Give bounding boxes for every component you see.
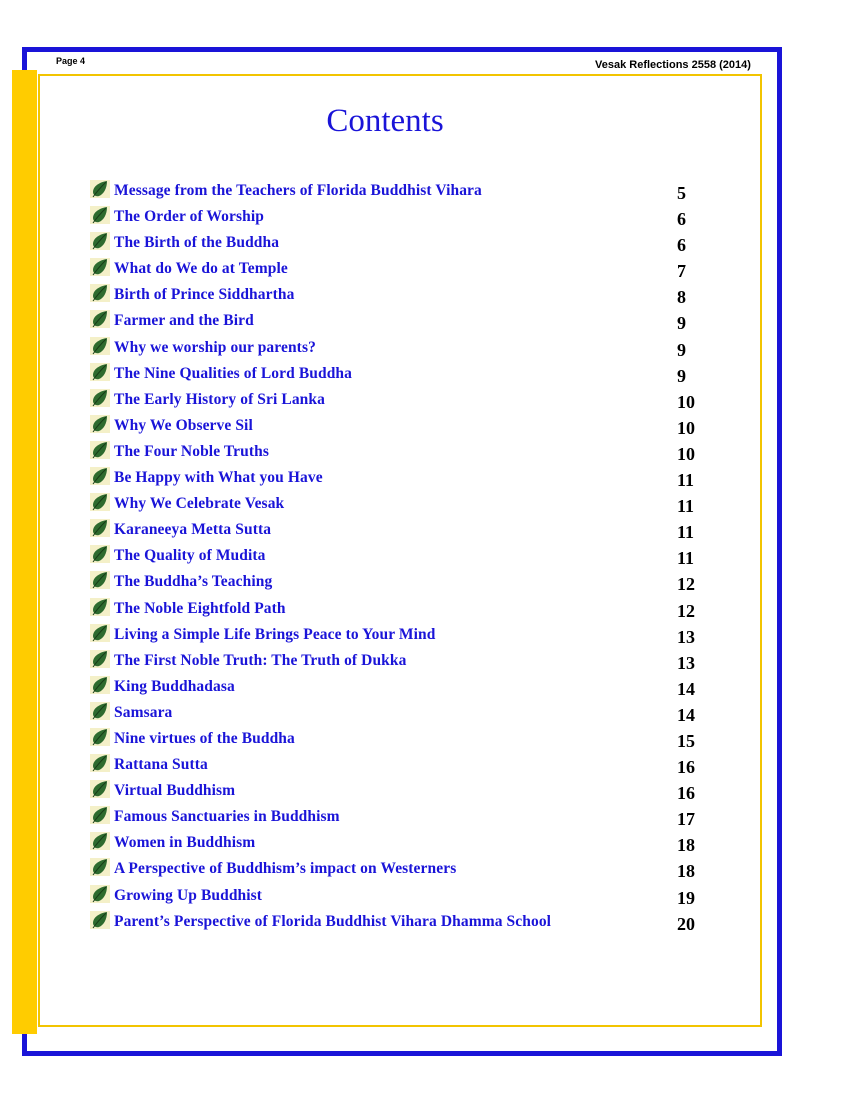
- toc-entry-title[interactable]: The Quality of Mudita: [114, 547, 266, 565]
- bodhi-leaf-icon: [90, 467, 110, 485]
- toc-row[interactable]: [88, 856, 708, 882]
- toc-row[interactable]: [88, 883, 708, 909]
- toc-entry-page: 6: [677, 209, 686, 230]
- bodhi-leaf-icon: [90, 545, 110, 563]
- page-title: Contents: [326, 103, 444, 139]
- toc-row[interactable]: [88, 596, 708, 622]
- bodhi-leaf-icon: [90, 232, 110, 250]
- publication-title: Vesak Reflections 2558 (2014): [595, 59, 751, 71]
- toc-entry-page: 10: [677, 391, 695, 412]
- toc-row[interactable]: [88, 648, 708, 674]
- bodhi-leaf-icon: [90, 754, 110, 772]
- toc-entry-title[interactable]: Living a Simple Life Brings Peace to Your Mind: [114, 625, 436, 643]
- bodhi-leaf-icon: [90, 363, 110, 381]
- toc-entry-title[interactable]: The Nine Qualities of Lord Buddha: [114, 364, 353, 382]
- toc-entry-page: 16: [677, 783, 695, 804]
- toc-entry-title[interactable]: The Buddha’s Teaching: [114, 573, 273, 591]
- toc-entry-title[interactable]: The First Noble Truth: The Truth of Dukka: [114, 651, 407, 669]
- bodhi-leaf-icon: [90, 519, 110, 537]
- toc-entry-page: 19: [677, 887, 695, 908]
- toc-entry-title[interactable]: Karaneeya Metta Sutta: [114, 521, 272, 539]
- toc-entry-title[interactable]: The Early History of Sri Lanka: [114, 390, 325, 408]
- bodhi-leaf-icon: [90, 780, 110, 798]
- toc-row[interactable]: [88, 230, 708, 256]
- toc-entry-page: 11: [677, 496, 695, 517]
- bodhi-leaf-icon: [90, 180, 110, 198]
- toc-entry-page: 18: [677, 835, 695, 856]
- toc-row[interactable]: [88, 830, 708, 856]
- toc-entry-title[interactable]: Parent’s Perspective of Florida Buddhist Vihara Dhamma School: [114, 912, 552, 930]
- toc-row[interactable]: [88, 413, 708, 439]
- toc-entry-title[interactable]: Growing Up Buddhist: [114, 886, 263, 904]
- toc-entry-title[interactable]: What do We do at Temple: [114, 260, 288, 278]
- toc-entry-page: 12: [677, 600, 695, 621]
- toc-entry-title[interactable]: A Perspective of Buddhism’s impact on Westerners: [114, 860, 457, 878]
- toc-row[interactable]: [88, 622, 708, 648]
- toc-entry-page: 13: [677, 626, 695, 647]
- toc-row[interactable]: [88, 700, 708, 726]
- toc-row[interactable]: [88, 387, 708, 413]
- toc-entry-page: 8: [677, 287, 686, 308]
- toc-entry-page: 13: [677, 652, 695, 673]
- toc-entry-title[interactable]: King Buddhadasa: [114, 677, 235, 695]
- bodhi-leaf-icon: [90, 676, 110, 694]
- toc-row[interactable]: [88, 335, 708, 361]
- bodhi-leaf-icon: [90, 571, 110, 589]
- bodhi-leaf-icon: [90, 858, 110, 876]
- bodhi-leaf-icon: [90, 206, 110, 224]
- toc-entry-title[interactable]: The Birth of the Buddha: [114, 234, 280, 252]
- toc-row[interactable]: [88, 204, 708, 230]
- toc-row[interactable]: [88, 256, 708, 282]
- bodhi-leaf-icon: [90, 624, 110, 642]
- bodhi-leaf-icon: [90, 885, 110, 903]
- bodhi-leaf-icon: [90, 598, 110, 616]
- toc-row[interactable]: [88, 517, 708, 543]
- toc-row[interactable]: [88, 804, 708, 830]
- toc-entry-page: 14: [677, 678, 695, 699]
- bodhi-leaf-icon: [90, 337, 110, 355]
- toc-entry-page: 6: [677, 235, 686, 256]
- toc-entry-title[interactable]: Nine virtues of the Buddha: [114, 729, 295, 747]
- toc-entry-page: 16: [677, 757, 695, 778]
- toc-row[interactable]: [88, 726, 708, 752]
- toc-entry-page: 9: [677, 365, 686, 386]
- toc-entry-title[interactable]: Why We Observe Sil: [114, 416, 253, 434]
- bodhi-leaf-icon: [90, 310, 110, 328]
- toc-row[interactable]: [88, 439, 708, 465]
- bodhi-leaf-icon: [90, 832, 110, 850]
- bodhi-leaf-icon: [90, 911, 110, 929]
- toc-row[interactable]: [88, 674, 708, 700]
- toc-entry-page: 20: [677, 913, 695, 934]
- toc-entry-title[interactable]: Farmer and the Bird: [114, 312, 254, 330]
- toc-entry-page: 15: [677, 730, 695, 751]
- toc-entry-page: 14: [677, 704, 695, 725]
- toc-entry-title[interactable]: The Four Noble Truths: [114, 442, 269, 460]
- toc-row[interactable]: [88, 178, 708, 204]
- toc-entry-page: 18: [677, 861, 695, 882]
- toc-entry-title[interactable]: Birth of Prince Siddhartha: [114, 286, 295, 304]
- toc-entry-title[interactable]: Women in Buddhism: [114, 834, 256, 852]
- bodhi-leaf-icon: [90, 284, 110, 302]
- toc-entry-page: 5: [677, 183, 686, 203]
- toc-entry-title[interactable]: The Order of Worship: [114, 208, 264, 226]
- toc-row[interactable]: [88, 543, 708, 569]
- page-label: Page 4: [56, 56, 86, 66]
- bodhi-leaf-icon: [90, 441, 110, 459]
- toc-row[interactable]: [88, 778, 708, 804]
- toc-entry-title[interactable]: Be Happy with What you Have: [114, 469, 323, 487]
- toc-row[interactable]: [88, 569, 708, 595]
- toc-entry-page: 11: [677, 548, 695, 569]
- toc-entry-title[interactable]: Why we worship our parents?: [114, 338, 316, 356]
- toc-entry-title[interactable]: Famous Sanctuaries in Buddhism: [114, 808, 340, 826]
- toc-entry-page: 11: [677, 470, 695, 491]
- toc-entry-page: 7: [677, 261, 686, 282]
- toc-row[interactable]: [88, 909, 708, 935]
- bodhi-leaf-icon: [90, 650, 110, 668]
- bodhi-leaf-icon: [90, 415, 110, 433]
- toc-entry-title[interactable]: Message from the Teachers of Florida Buddhist Vihara: [114, 182, 482, 199]
- toc-row[interactable]: [88, 361, 708, 387]
- toc-entry-title[interactable]: Why We Celebrate Vesak: [114, 495, 285, 513]
- toc-entry-page: 9: [677, 339, 686, 360]
- toc-entry-title[interactable]: Virtual Buddhism: [114, 782, 236, 800]
- table-of-contents: [88, 178, 708, 935]
- toc-entry-title[interactable]: Rattana Sutta: [114, 756, 208, 774]
- bodhi-leaf-icon: [90, 728, 110, 746]
- toc-entry-page: 11: [677, 522, 695, 543]
- bodhi-leaf-icon: [90, 493, 110, 511]
- bodhi-leaf-icon: [90, 258, 110, 276]
- bodhi-leaf-icon: [90, 389, 110, 407]
- toc-entry-page: 10: [677, 443, 695, 464]
- toc-entry-title[interactable]: The Noble Eightfold Path: [114, 599, 286, 617]
- toc-entry-page: 17: [677, 809, 695, 830]
- toc-row[interactable]: [88, 491, 708, 517]
- toc-entry-page: 9: [677, 313, 686, 334]
- toc-row[interactable]: [88, 282, 708, 308]
- toc-row[interactable]: [88, 465, 708, 491]
- toc-entry-page: 10: [677, 417, 695, 438]
- left-gold-bar: [12, 70, 37, 1034]
- bodhi-leaf-icon: [90, 702, 110, 720]
- bodhi-leaf-icon: [90, 806, 110, 824]
- toc-entry-title[interactable]: Samsara: [114, 703, 173, 721]
- toc-row[interactable]: [88, 752, 708, 778]
- toc-entry-page: 12: [677, 574, 695, 595]
- toc-row[interactable]: [88, 308, 708, 334]
